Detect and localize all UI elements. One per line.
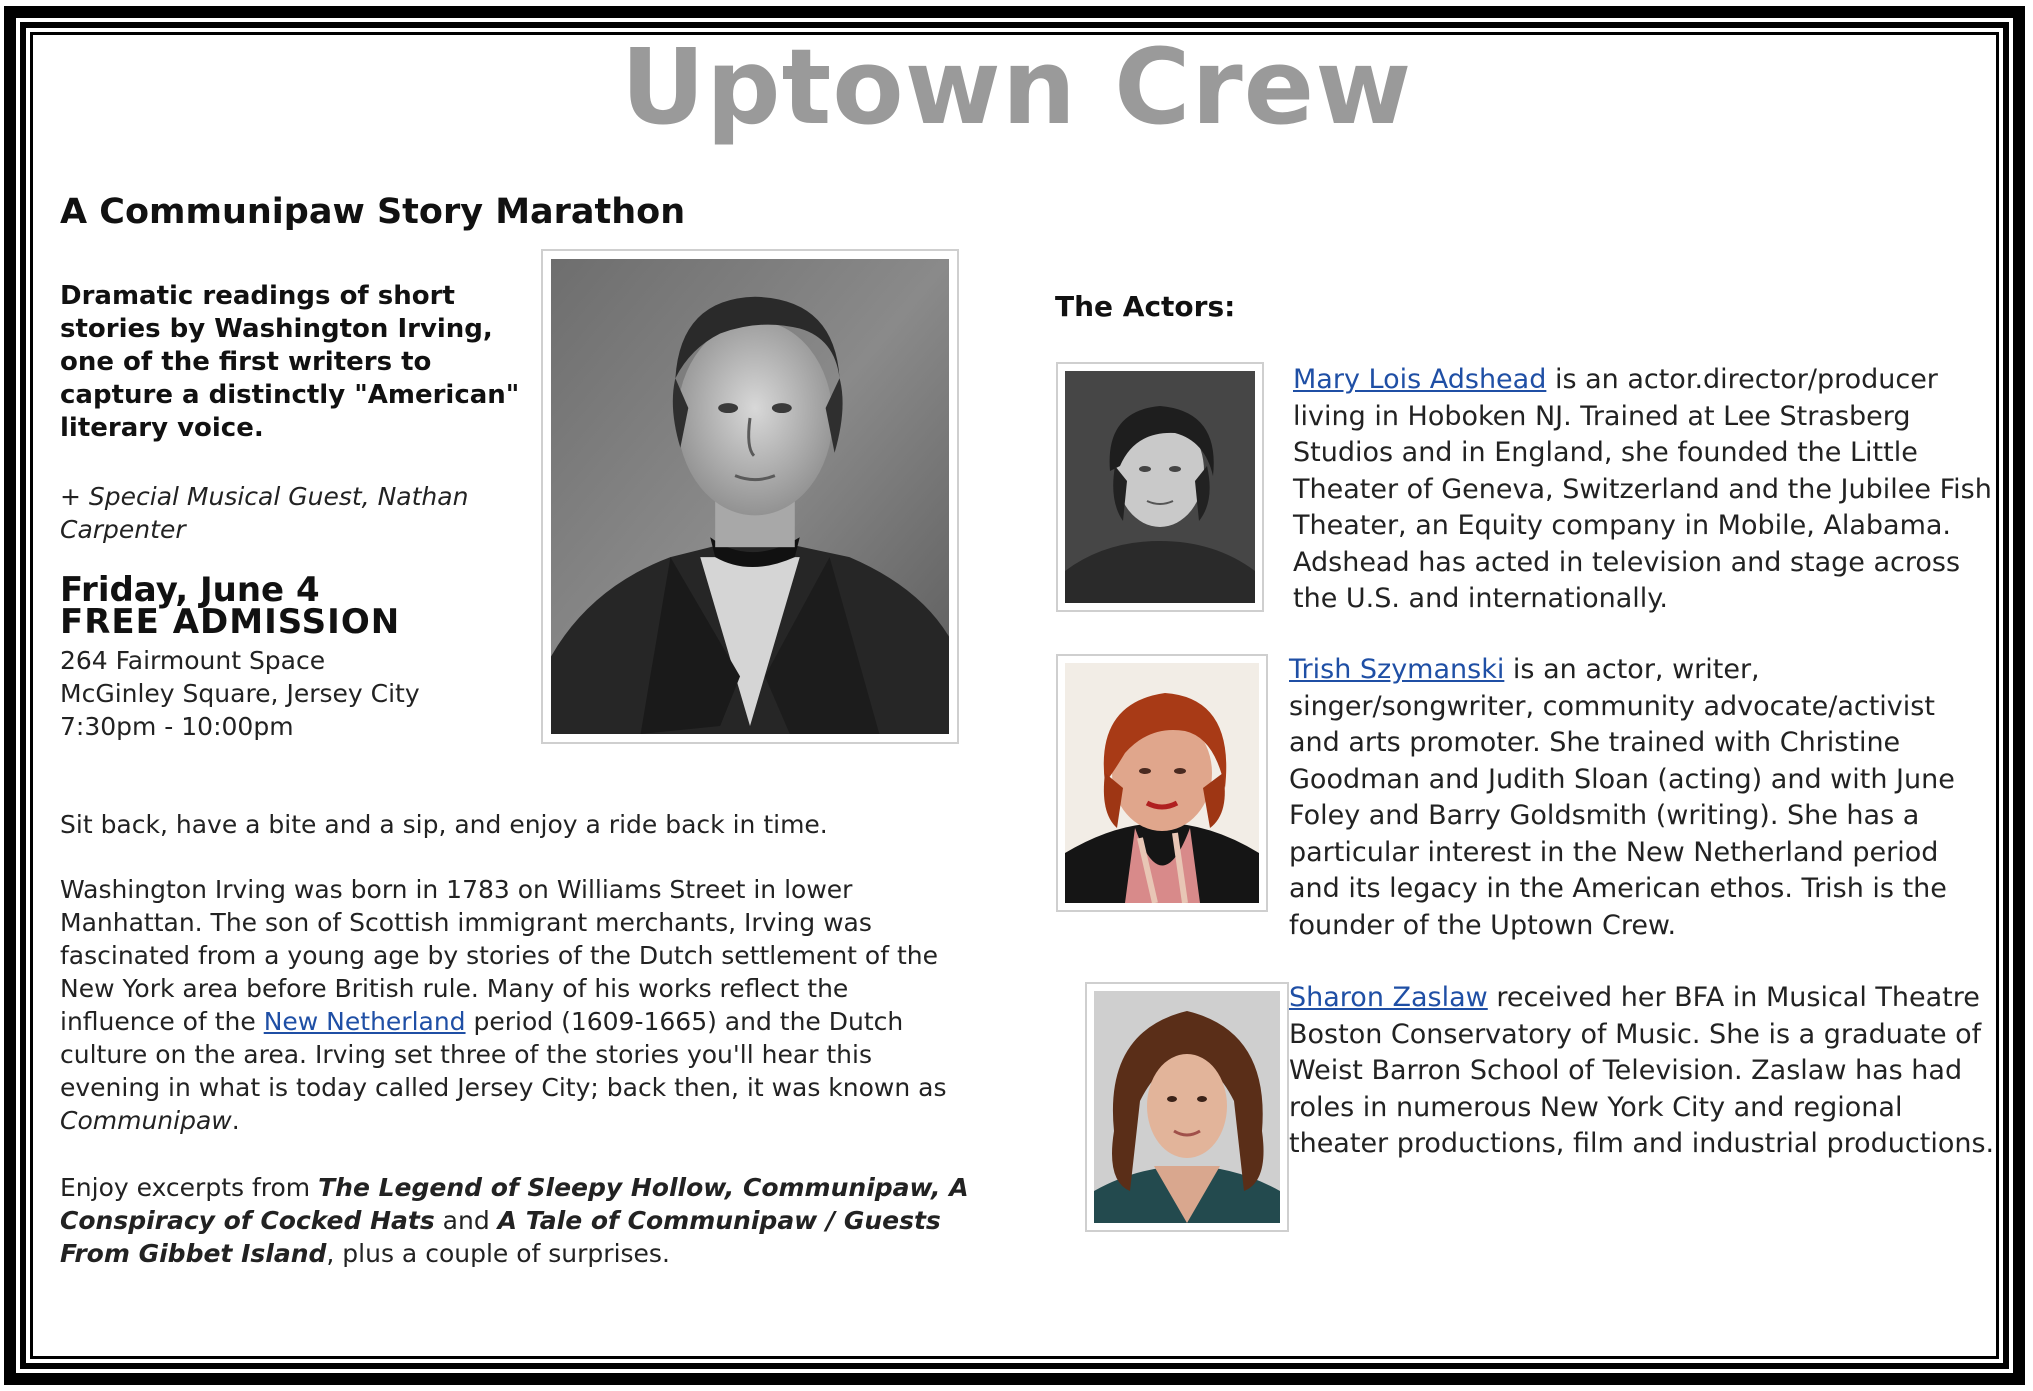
- zaslaw-headshot: [1094, 991, 1280, 1223]
- story-titles-b: A Tale of Communipaw / Guests From Gibbet Island: [60, 1206, 941, 1268]
- actor-bio-text-zaslaw: received her BFA in Musical Theatre Boston Conservatory of Music. She is a graduate of Weist Barron School of Television. Zaslaw has had roles in numerous New York City and regional theater productions, film and industrial productions.: [1289, 982, 1995, 1159]
- venue-location: McGinley Square, Jersey City: [60, 679, 420, 708]
- actor-link-szymanski[interactable]: Trish Szymanski: [1289, 654, 1505, 685]
- history-text-end: .: [231, 1106, 240, 1135]
- venue-address: 264 Fairmount Space: [60, 646, 326, 675]
- excerpts-paragraph: [60, 1171, 970, 1270]
- actor-bio-zaslaw: [1289, 980, 1999, 1163]
- washington-irving-portrait: [541, 249, 959, 744]
- actors-heading: The Actors:: [1055, 290, 1236, 323]
- history-text-b: period (1609-1665) and the Dutch culture on the area. Irving set three of the stories you'll hear this evening in what is today called Jersey City; back then, it was known as: [60, 1007, 947, 1102]
- history-paragraph: [60, 873, 970, 1137]
- szymanski-headshot: [1065, 663, 1259, 903]
- actor-bio-text-adshead: is an actor.director/producer living in Hoboken NJ. Trained at Lee Strasberg Studios and in England, she founded the Little Theater of Geneva, Switzerland and the Jubilee Fish Theater, an Equity company in Mobile, Alabama. Adshead has acted in television and stage across the U.S. and internationally.: [1293, 364, 1992, 614]
- communipaw-term: Communipaw: [60, 1106, 232, 1135]
- intro-paragraph: Sit back, have a bite and a sip, and enjoy a ride back in time.: [60, 810, 828, 839]
- actor-photo-adshead: [1056, 362, 1264, 612]
- event-subtitle: A Communipaw Story Marathon: [60, 192, 686, 232]
- story-titles-a: The Legend of Sleepy Hollow, Communipaw, A Conspiracy of Cocked Hats: [60, 1173, 969, 1235]
- page-title: Uptown Crew: [620, 26, 1413, 148]
- actor-bio-adshead: [1293, 362, 1993, 618]
- actor-bio-text-szymanski: is an actor, writer, singer/songwriter, community advocate/activist and arts promoter. She trained with Christine Goodman and Judith Sloan (acting) and with June Foley and Barry Goldsmith (writing). She has a particular interest in the New Netherland period and its legacy in the American ethos. Trish is the founder of the Uptown Crew.: [1289, 654, 1955, 941]
- actor-bio-szymanski: [1289, 652, 1989, 944]
- adshead-headshot: [1065, 371, 1255, 603]
- new-netherland-link[interactable]: New Netherland: [263, 1007, 466, 1036]
- history-text-a: Washington Irving was born in 1783 on Williams Street in lower Manhattan. The son of Scottish immigrant merchants, Irving was fascinated from a young age by stories of the Dutch settlement of the New York area before British rule. Many of his works reflect the influence of the: [60, 875, 939, 1036]
- special-guest-note: + Special Musical Guest, Nathan Carpenter: [60, 482, 469, 544]
- actor-photo-szymanski: [1056, 654, 1268, 912]
- excerpts-text-end: , plus a couple of surprises.: [326, 1239, 670, 1268]
- actor-link-zaslaw[interactable]: Sharon Zaslaw: [1289, 982, 1488, 1013]
- portrait-image: [551, 259, 949, 734]
- actor-photo-zaslaw: [1085, 982, 1289, 1232]
- event-date: Friday, June 4: [60, 570, 320, 610]
- excerpts-text-a: Enjoy excerpts from: [60, 1173, 319, 1202]
- admission-note: FREE ADMISSION: [60, 602, 401, 642]
- actor-link-adshead[interactable]: Mary Lois Adshead: [1293, 364, 1547, 395]
- excerpts-and: and: [434, 1206, 498, 1235]
- event-intro: Dramatic readings of short stories by Washington Irving, one of the first writers to capture a distinctly "American" literary voice.: [60, 281, 520, 443]
- venue-block: [60, 644, 420, 743]
- event-time: 7:30pm - 10:00pm: [60, 712, 294, 741]
